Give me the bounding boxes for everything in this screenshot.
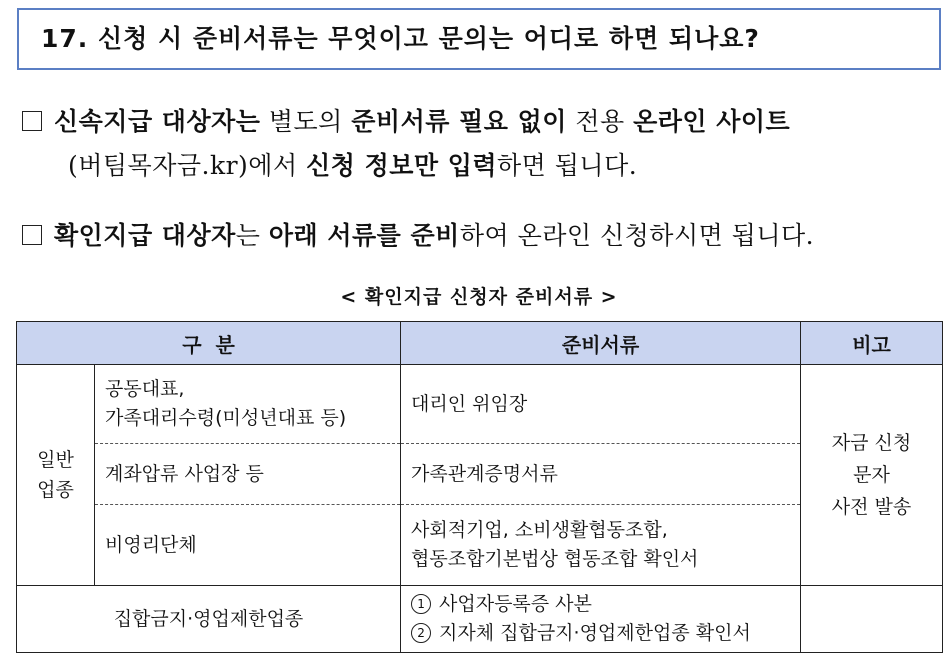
document-line: 사회적기업, 소비생활협동조합, — [411, 519, 668, 541]
document-text: 사업자등록증 사본 — [439, 593, 592, 615]
document-line — [411, 590, 800, 619]
sub-category-cell — [95, 505, 401, 586]
checkbox-bullet-icon — [22, 111, 42, 131]
note-line: 사전 발송 — [831, 496, 912, 518]
circled-number-1: 1 — [411, 594, 431, 614]
sub-category-line: 가족대리수령(미성년대표 등) — [105, 407, 347, 429]
table-caption: < 확인지급 신청자 준비서류 > — [340, 286, 618, 308]
documents-cell — [401, 505, 801, 586]
header-note: 비고 — [801, 322, 943, 365]
documents-cell — [401, 586, 801, 653]
sub-category-cell — [95, 444, 401, 505]
note-line: 문자 — [853, 464, 890, 486]
document-line — [411, 619, 800, 648]
table-row — [17, 365, 943, 444]
circled-number-2: 2 — [411, 623, 431, 643]
question-box — [17, 8, 941, 70]
restricted-category-cell: 집합금지·영업제한업종 — [17, 586, 401, 653]
table-row — [17, 586, 943, 653]
para2-plain-2: 하여 온라인 신청하시면 됩니다. — [459, 221, 815, 250]
para1-bold-1: 신속지급 대상자는 — [54, 107, 261, 136]
paragraph-confirm-payment — [22, 218, 814, 254]
document-line: 대리인 위임장 — [411, 392, 528, 415]
para1-bold-3: 온라인 사이트 — [633, 107, 791, 136]
header-category: 구 분 — [17, 322, 401, 365]
para2-bold-2: 아래 서류를 준비 — [268, 221, 460, 250]
document-line: 가족관계증명서류 — [411, 462, 558, 485]
general-category-cell — [17, 365, 95, 586]
para1-plain-2: 전용 — [566, 107, 634, 136]
note-cell — [801, 365, 943, 586]
para1-bold-2: 준비서류 필요 없이 — [351, 107, 567, 136]
empty-note-cell — [801, 586, 943, 653]
header-documents: 준비서류 — [401, 322, 801, 365]
general-category-line1: 일반 — [37, 449, 74, 471]
document-line: 협동조합기본법상 협동조합 확인서 — [411, 548, 699, 570]
documents-cell — [401, 365, 801, 444]
paragraph-quick-payment — [22, 104, 790, 140]
general-category-line2: 업종 — [37, 479, 74, 501]
sub-category-line: 공동대표, — [105, 378, 185, 400]
para2-bold-1: 확인지급 대상자 — [54, 221, 236, 250]
sub-category-line: 비영리단체 — [105, 533, 197, 556]
question-title: 17. 신청 시 준비서류는 무엇이고 문의는 어디로 하면 되나요? — [41, 24, 760, 53]
para1-plain-3: (버팀목자금.kr)에서 — [68, 151, 307, 180]
para1-bold-4: 신청 정보만 입력 — [306, 151, 498, 180]
checkbox-bullet-icon — [22, 225, 42, 245]
documents-table — [16, 321, 943, 653]
table-header-row — [17, 322, 943, 365]
document-text: 지자체 집합금지·영업제한업종 확인서 — [439, 622, 751, 644]
para2-plain-1: 는 — [235, 221, 269, 250]
paragraph-quick-payment-line2 — [68, 148, 637, 184]
para1-plain-4: 하면 됩니다. — [497, 151, 638, 180]
documents-cell — [401, 444, 801, 505]
sub-category-cell — [95, 365, 401, 444]
note-line: 자금 신청 — [831, 432, 912, 454]
para1-plain-1: 별도의 — [260, 107, 352, 136]
sub-category-line: 계좌압류 사업장 등 — [105, 462, 264, 485]
